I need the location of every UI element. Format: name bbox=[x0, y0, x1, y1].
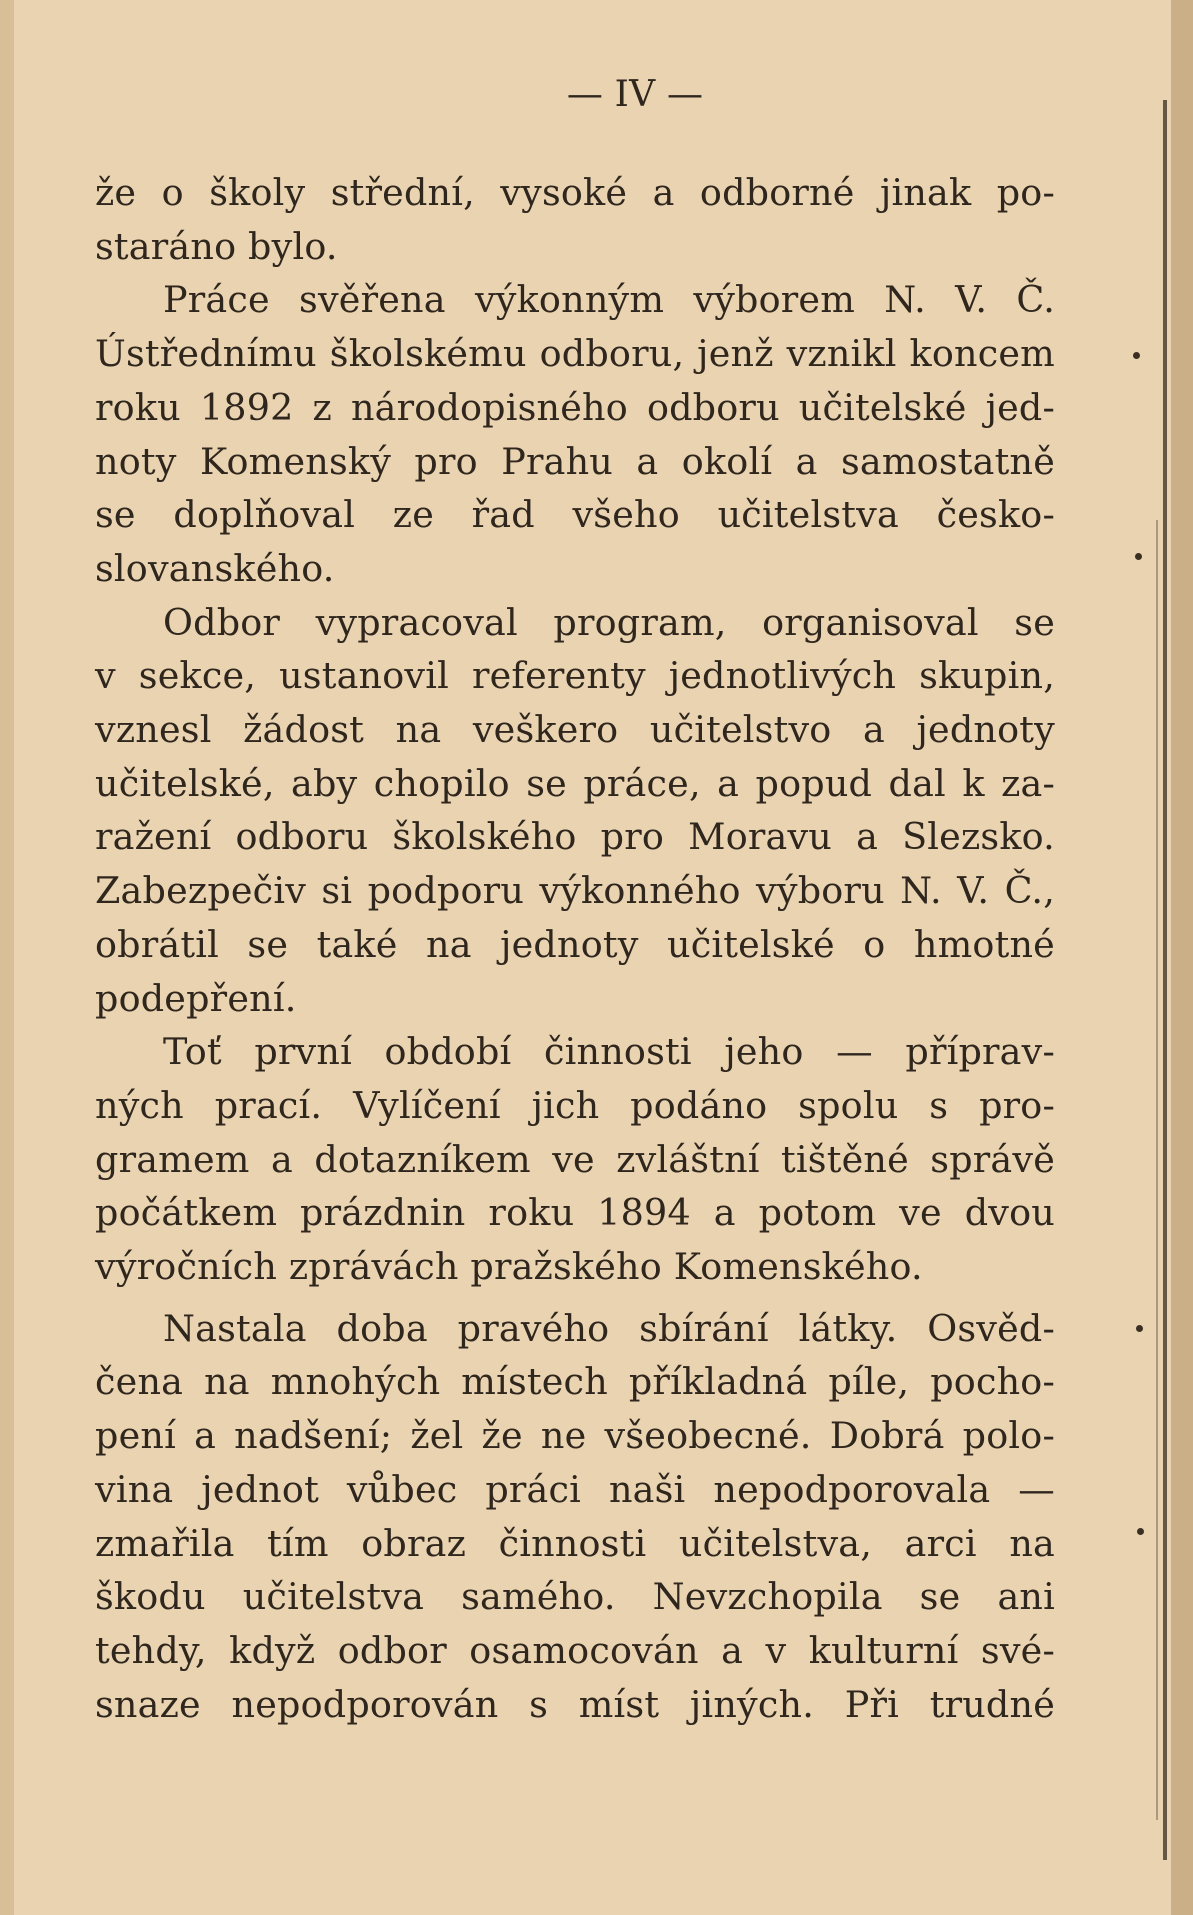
text-line: pení a nadšení; žel že ne všeobecné. Dobrá polo- bbox=[95, 1414, 1055, 1458]
text-line: Odbor vypracoval program, organisoval se bbox=[163, 600, 1055, 644]
ink-speck bbox=[1135, 553, 1142, 560]
page-text bbox=[95, 60, 1055, 1731]
text-line: staráno bylo. bbox=[95, 224, 338, 268]
page-binding-edge bbox=[1171, 0, 1193, 1915]
text-line: slovanského. bbox=[95, 546, 335, 590]
paragraph-1 bbox=[95, 166, 1055, 273]
paragraph-4 bbox=[95, 1025, 1055, 1294]
ink-speck bbox=[1137, 1528, 1144, 1535]
text-line: v sekce, ustanovil referenty jednotlivých skupin, bbox=[95, 654, 1055, 698]
text-line: Nastala doba pravého sbírání látky. Osvěd- bbox=[163, 1306, 1055, 1350]
text-line: ných prací. Vylíčení jich podáno spolu s pro- bbox=[95, 1083, 1055, 1127]
text-line: výročních zprávách pražského Komenského. bbox=[95, 1245, 923, 1289]
text-line: Zabezpečiv si podporu výkonného výboru N. V. Č., bbox=[95, 869, 1055, 913]
paragraph-3 bbox=[95, 596, 1055, 1026]
text-line: zmařila tím obraz činnosti učitelstva, arci na bbox=[95, 1521, 1055, 1565]
text-line: učitelské, aby chopilo se práce, a popud dal k za- bbox=[95, 761, 1055, 805]
text-line: obrátil se také na jednoty učitelské o hmotné bbox=[95, 922, 1055, 966]
page-left-edge bbox=[0, 0, 14, 1915]
paragraph-5 bbox=[95, 1302, 1055, 1732]
text-line: noty Komenský pro Prahu a okolí a samostatně bbox=[95, 439, 1055, 483]
text-line: roku 1892 z národopisného odboru učitelské jed- bbox=[95, 385, 1055, 429]
text-line: se doplňoval ze řad všeho učitelstva česko- bbox=[95, 493, 1055, 537]
text-line: počátkem prázdnin roku 1894 a potom ve dvou bbox=[95, 1191, 1055, 1235]
page-number: — IV — bbox=[566, 74, 704, 115]
text-line: tehdy, když odbor osamocován a v kulturní své- bbox=[95, 1628, 1055, 1672]
text-line: Práce svěřena výkonným výborem N. V. Č. bbox=[163, 278, 1055, 322]
text-line: ražení odboru školského pro Moravu a Slezsko. bbox=[95, 815, 1055, 859]
text-line: vznesl žádost na veškero učitelstvo a jednoty bbox=[95, 708, 1055, 752]
binding-shadow-line-faint bbox=[1156, 520, 1158, 1820]
text-line: podepření. bbox=[95, 976, 297, 1020]
paragraph-2 bbox=[95, 273, 1055, 595]
text-line: Ústřednímu školskému odboru, jenž vznikl koncem bbox=[95, 332, 1055, 376]
text-line: čena na mnohých místech příkladná píle, pocho- bbox=[95, 1360, 1055, 1404]
text-line: že o školy střední, vysoké a odborné jinak po- bbox=[95, 171, 1055, 214]
text-line: gramem a dotazníkem ve zvláštní tištěné správě bbox=[95, 1137, 1055, 1181]
binding-shadow-line bbox=[1163, 100, 1167, 1860]
text-line: snaze nepodporován s míst jiných. Při trudné bbox=[95, 1682, 1055, 1726]
text-line: škodu učitelstva samého. Nevzchopila se ani bbox=[95, 1575, 1055, 1619]
text-line: vina jednot vůbec práci naši nepodporovala — bbox=[95, 1467, 1055, 1511]
text-line: Toť první období činnosti jeho — příprav- bbox=[163, 1030, 1055, 1074]
ink-speck bbox=[1133, 352, 1140, 359]
ink-speck bbox=[1136, 1325, 1143, 1332]
